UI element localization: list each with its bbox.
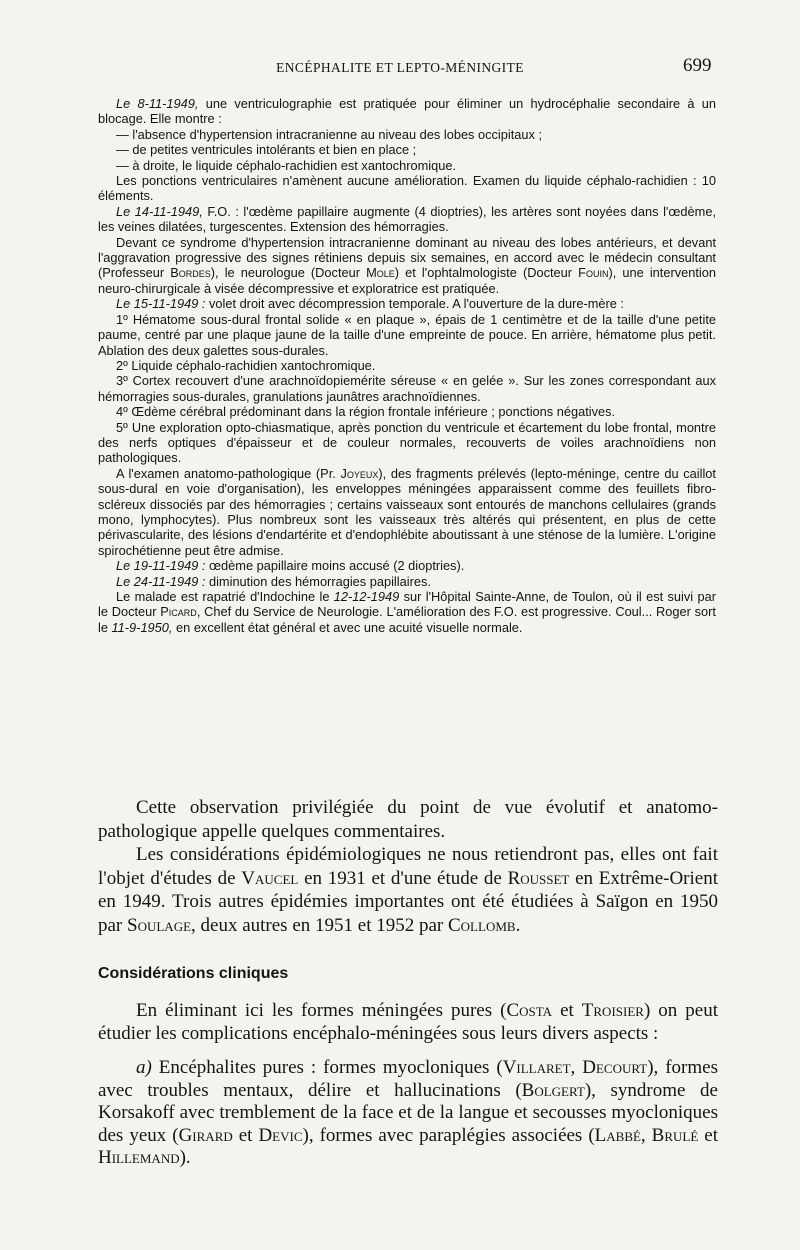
finding-2: 2º Liquide céphalo-rachidien xantochromique. <box>116 357 376 373</box>
paragraph-followup-1 <box>98 558 716 573</box>
commentary-block <box>98 796 718 937</box>
author-name: Collomb <box>448 914 516 936</box>
paragraph-text: et <box>232 1124 259 1146</box>
paragraph-text: volet droit avec décompression temporale. A l'ouverture de la dure-mère : <box>205 296 624 312</box>
paragraph-text: diminution des hémorragies papillaires. <box>205 573 431 589</box>
finding-3: 3º Cortex recouvert d'une arachnoïdopiemérite séreuse « en gelée ». Sur les zones correspondant aux hémorragies sous-durales, granulations jaunâtres arachnoïdiennes. <box>98 373 716 404</box>
paragraph-text: Le malade est rapatrié d'Indochine le <box>116 589 334 604</box>
author-name: Girard <box>178 1124 233 1146</box>
paragraph-text: Les considérations épidémiologiques ne nous retiendront pas, elles ont fait l'objet d'études de <box>98 844 718 889</box>
paragraph-text: une ventriculographie est pratiquée pour éliminer un hydrocéphalie secondaire à un blocage. Elle montre : <box>98 96 716 127</box>
case-report-block <box>98 96 716 635</box>
paragraph-text: ) on peut étudier les complications encéphalo-méningées sous leurs divers aspects : <box>98 1000 718 1044</box>
list-label: a) <box>136 1057 152 1078</box>
author-name: Soulage <box>127 914 192 936</box>
paragraph-text: A l'examen anatomo-pathologique (Pr. <box>116 465 341 481</box>
paragraph-text: en excellent état général et avec une acuité visuelle normale. <box>172 619 523 635</box>
date-label: 11-9-1950, <box>111 619 173 635</box>
author-name: Troisier <box>581 1000 644 1021</box>
section-heading: Considérations cliniques <box>98 965 289 982</box>
paragraph-text: ), formes avec paraplégies associées ( <box>302 1124 595 1146</box>
paragraph-text: Encéphalites pures : formes myocloniques ( <box>151 1057 503 1078</box>
paragraph-operation <box>98 296 716 311</box>
paragraph-followup-2 <box>98 574 716 589</box>
date-label: Le 19-11-1949 : <box>116 558 206 574</box>
paragraph-text: ). <box>179 1147 191 1168</box>
author-name: Rousset <box>507 867 570 889</box>
paragraph-text: ), syndrome de Korsakoff avec tremblement de la face et de la langue et secousses myocloniques des yeux ( <box>98 1079 718 1146</box>
list-item: — à droite, le liquide céphalo-rachidien est xantochromique. <box>116 157 457 173</box>
paragraph-text: . <box>515 914 521 936</box>
paragraph-encephalitis <box>98 1057 718 1170</box>
paragraph-text: ), le neurologue (Docteur <box>210 265 367 281</box>
paragraph-text: en Extrême-Orient en 1949. Trois autres épidémies importantes ont été étudiées à Saïgon en 1950 par <box>98 867 718 936</box>
paragraph-text: En éliminant ici les formes méningées pures ( <box>136 1000 507 1021</box>
paragraph-pathology <box>98 466 716 558</box>
paragraph-ventriculography <box>98 96 716 127</box>
author-name: Joyeux <box>340 465 379 481</box>
paragraph-text: , deux autres en 1951 et 1952 par <box>191 914 448 936</box>
clinical-block <box>98 1000 718 1170</box>
date-label: Le 24-11-1949 : <box>116 573 206 589</box>
paragraph-text: œdème papillaire moins accusé (2 dioptries). <box>205 558 465 574</box>
paragraph-text: en 1931 et d'une étude de <box>298 867 508 889</box>
list-item: — de petites ventricules intolérants et bien en place ; <box>116 142 417 158</box>
date-label: Le 14-11-1949, <box>116 203 203 219</box>
paragraph-punctures: Les ponctions ventriculaires n'amènent aucune amélioration. Examen du liquide céphalo-rachidien : 10 éléments. <box>98 173 716 204</box>
list-item: — l'absence d'hypertension intracranienne au niveau des lobes occipitaux ; <box>116 126 543 142</box>
author-name: Bolgert <box>521 1079 585 1101</box>
finding-4: 4º Œdème cérébral prédominant dans la région frontale inférieure ; ponctions négatives. <box>116 404 616 420</box>
date-label: Le 8-11-1949, <box>116 96 199 111</box>
paragraph-text: , Chef du Service de Neurologie. L'amélioration des F.O. est progressive. Coul... Roger sort le <box>98 604 716 635</box>
paragraph-epidemiology <box>98 843 718 937</box>
paragraph-forms <box>98 1000 718 1045</box>
paragraph-repatriation <box>98 589 716 635</box>
paragraph-text: ), une intervention neuro-chirurgicale à visée décompressive et exploratrice est pratiquée. <box>98 265 716 296</box>
date-label: 12-12-1949 <box>333 589 400 604</box>
author-name: Picard <box>160 604 197 620</box>
author-name: Bordes <box>170 265 211 281</box>
page-number: 699 <box>683 55 712 76</box>
paragraph-text: ), formes avec troubles mentaux, délire et hallucinations ( <box>98 1057 718 1101</box>
finding-5: 5º Une exploration opto-chiasmatique, après ponction du ventricule et écartement du lobe frontal, montre des nerfs optiques d'épaisseur et de couleur normales, recouverts de voiles arachnoïdiens non pathologiques. <box>98 419 716 466</box>
author-name: Mole <box>366 265 395 281</box>
author-name: Villaret, Decourt <box>502 1057 648 1078</box>
author-name: Devic <box>258 1124 303 1146</box>
running-title: ENCÉPHALITE ET LEPTO-MÉNINGITE <box>276 60 524 75</box>
paragraph-text: ), des fragments prélevés (lepto-méninge, centre du caillot sous-dural en voie d'organisation), les enveloppes méningées apparaissent comme des feuillets fibro-scléreux dissociés par des hémorragies ; certains vaisseaux sont entourés de manchons cellulaires (grands mono, lymphocytes). Plus nombreux sont les vaisseaux très altérés qui présentent, en plus de cette périvascularite, des lésions d'endartérite et d'endophlébite aboutissant à une sténose de la lumière. L'origine spirochétienne peut être admise. <box>98 465 716 558</box>
paragraph-text: F.O. : l'œdème papillaire augmente (4 dioptries), les artères sont noyées dans l'œdème, les veines dilatées, turgescentes. Extension des hémorragies. <box>98 203 716 235</box>
paragraph-fundus <box>98 204 716 235</box>
author-name: Fouin <box>578 265 609 281</box>
author-name: Labbé, Brulé <box>594 1124 699 1146</box>
paragraph-commentary: Cette observation privilégiée du point de vue évolutif et anatomo-pathologique appelle quelques commentaires. <box>98 797 718 842</box>
paragraph-intervention <box>98 235 716 297</box>
author-name: Costa <box>506 1000 553 1021</box>
paragraph-text: ) et l'ophtalmologiste (Docteur <box>394 265 579 281</box>
author-name: Vaucel <box>241 867 299 889</box>
paragraph-text: et <box>698 1124 719 1146</box>
paragraph-text: Devant ce syndrome d'hypertension intracranienne dominant au niveau des lobes antérieurs, et devant l'aggravation progressive des signes rétiniens depuis six semaines, en accord avec le médecin consultant (Professeur <box>98 234 716 281</box>
author-name: Hillemand <box>98 1147 180 1168</box>
paragraph-text: sur l'Hôpital Sainte-Anne, de Toulon, où il est suivi par le Docteur <box>98 589 716 620</box>
finding-1: 1º Hématome sous-dural frontal solide « en plaque », épais de 1 centimètre et de la taille d'une petite paume, centré par une plaque jaune de la taille d'une empreinte de pouce. En arrière, hématome plus petit. Ablation des deux galettes sous-durales. <box>98 311 716 358</box>
paragraph-text: et <box>552 1000 582 1021</box>
date-label: Le 15-11-1949 : <box>116 296 206 312</box>
